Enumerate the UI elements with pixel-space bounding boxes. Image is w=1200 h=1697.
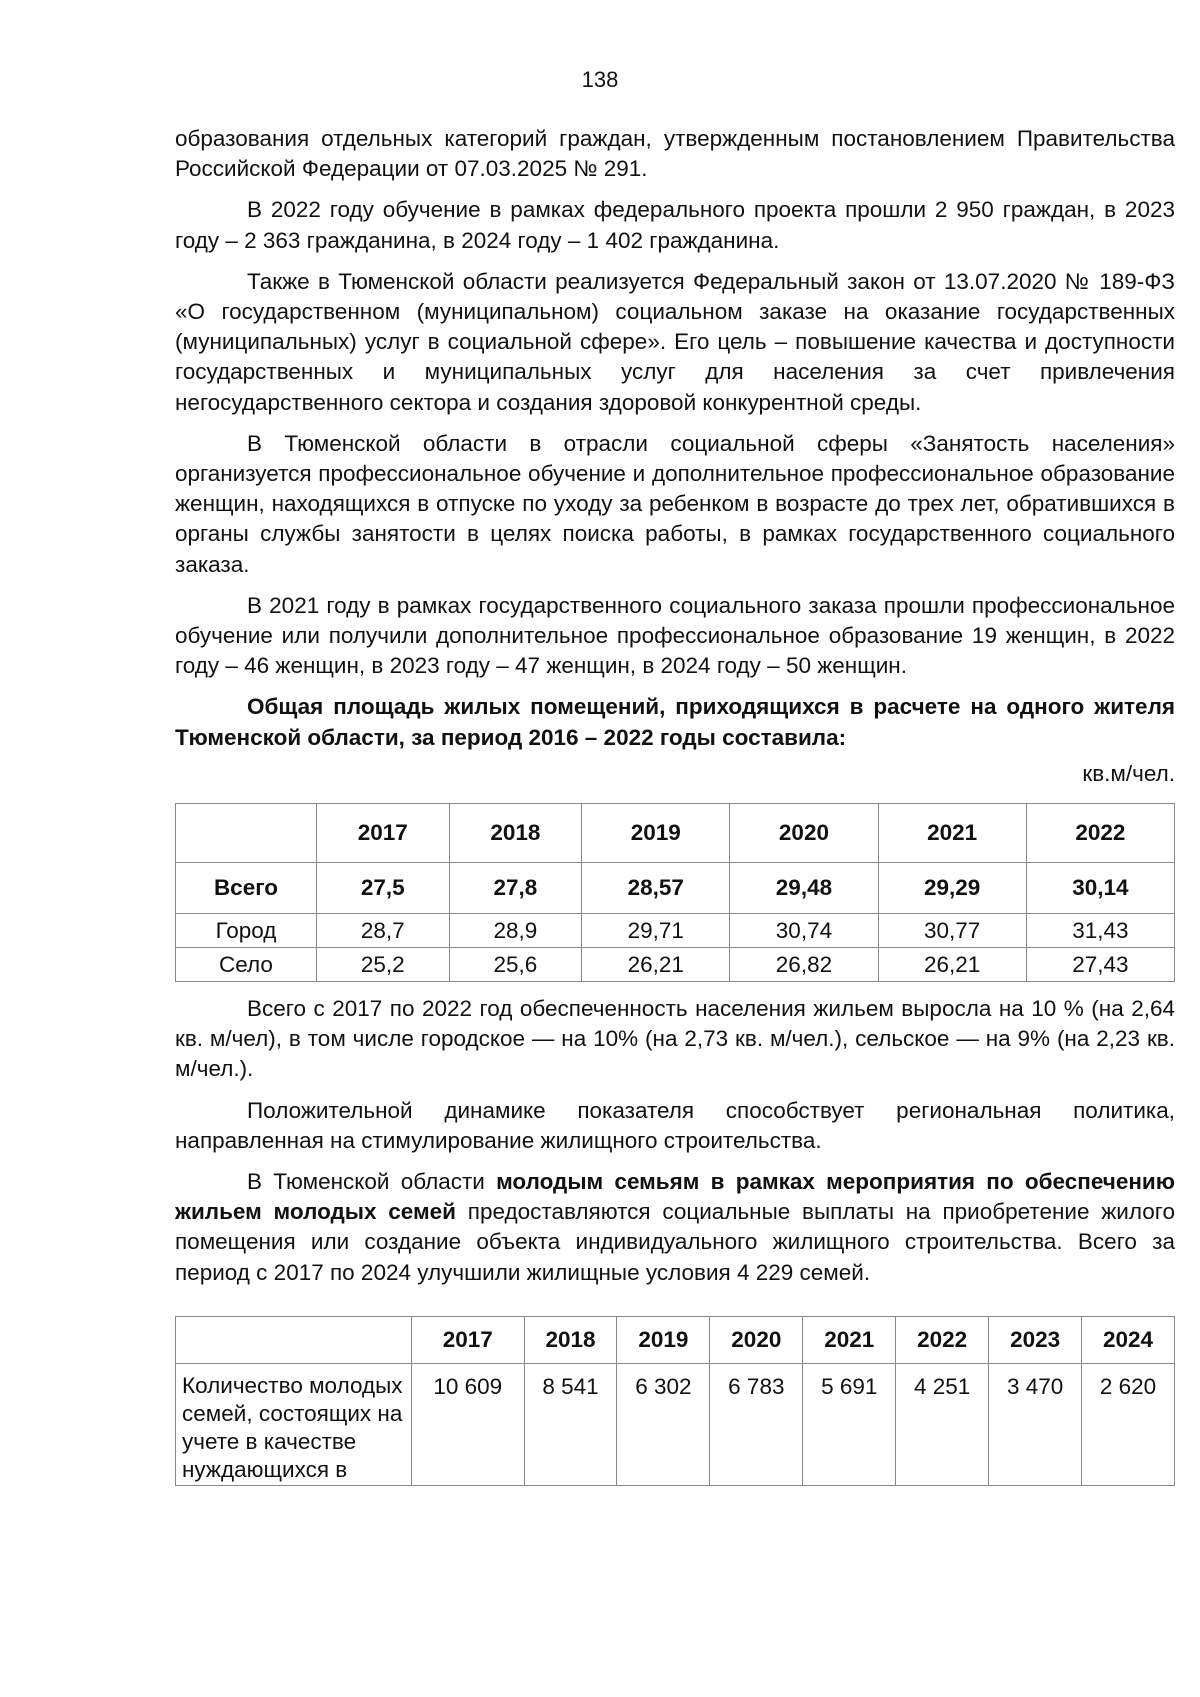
paragraph-8 [175, 1167, 1175, 1288]
unit-label: кв.м/чел. [1082, 760, 1175, 786]
table-cell: 25,2 [317, 948, 450, 982]
header-empty-cell [176, 804, 317, 863]
table-row-total [176, 863, 1175, 914]
year-header: 2017 [317, 804, 450, 863]
paragraph-3: Также в Тюменской области реализуется Федеральный закон от 13.07.2020 № 189-ФЗ «О государственном (муниципальном) социальном заказе на оказание государственных (муниципальных) услуг в социальной сфере». Его цель – повышение качества и доступности государственных и муниципальных услуг для населения за счет привлечения негосударственного сектора и создания здоровой конкурентной среды. [175, 268, 1175, 415]
paragraph-5: В 2021 году в рамках государственного социального заказа прошли профессиональное обучение или получили дополнительное профессиональное образование 19 женщин, в 2022 году – 46 женщин, в 2023 году – 47 женщин, в 2024 году – 50 женщин. [175, 592, 1175, 679]
year-header: 2022 [1026, 804, 1174, 863]
table-cell: 6 783 [710, 1363, 803, 1485]
paragraph-7: Положительной динамике показателя способствует региональная политика, направленная на стимулирование жилищного строительства. [175, 1097, 1175, 1153]
paragraph-1: образования отдельных категорий граждан, утвержденным постановлением Правительства Российской Федерации от 07.03.2025 № 291. [175, 126, 1175, 182]
table-cell: 5 691 [803, 1363, 896, 1485]
section-heading: Общая площадь жилых помещений, приходящихся в расчете на одного жителя Тюменской области, за период 2016 – 2022 годы составила: [175, 694, 1175, 750]
row-label: Всего [176, 863, 317, 914]
year-header: 2024 [1082, 1316, 1175, 1363]
year-header: 2018 [449, 804, 582, 863]
table-cell: 4 251 [896, 1363, 989, 1485]
table-cell: 31,43 [1026, 914, 1174, 948]
table-cell: 25,6 [449, 948, 582, 982]
table-row [176, 1363, 1175, 1485]
paragraph-8-end: предоставляются социальные выплаты на приобретение жилого помещения или создание объекта индивидуального жилищного строительства. Всего за период с 2017 по 2024 улучшили жилищные условия 4 229 семей. [175, 1199, 1175, 1285]
young-families-table [175, 1316, 1175, 1486]
table-cell: 30,77 [878, 914, 1026, 948]
year-header: 2023 [989, 1316, 1082, 1363]
row-label: Количество молодых семей, состоящих на учете в качестве нуждающихся в [176, 1363, 412, 1485]
header-empty-cell [176, 1316, 412, 1363]
paragraph-4: В Тюменской области в отрасли социальной сферы «Занятость населения» организуется профессиональное обучение и дополнительное профессиональное образование женщин, находящихся в отпуске по уходу за ребенком в возрасте до трех лет, обратившихся в органы службы занятости в целях поиска работы, в рамках государственного социального заказа. [175, 430, 1175, 577]
table-cell: 26,82 [730, 948, 878, 982]
table-cell: 6 302 [617, 1363, 710, 1485]
table-cell: 28,9 [449, 914, 582, 948]
table-row-village [176, 948, 1175, 982]
table-cell: 28,7 [317, 914, 450, 948]
page-number: 138 [581, 67, 619, 92]
table-row-city [176, 914, 1175, 948]
table-cell: 26,21 [582, 948, 730, 982]
table-header-row [176, 804, 1175, 863]
year-header: 2019 [617, 1316, 710, 1363]
paragraph-8-bold: молодым семьям в рамках мероприятия по обеспечению жильем молодых семей [175, 1169, 1175, 1225]
table-cell: 27,43 [1026, 948, 1174, 982]
paragraph-6: Всего с 2017 по 2022 год обеспеченность населения жильем выросла на 10 % (на 2,64 кв. м/чел), в том числе городское — на 10% (на 2,73 кв. м/чел.), сельское — на 9% (на 2,23 кв. м/чел.). [175, 996, 1175, 1082]
row-label: Город [176, 914, 317, 948]
year-header: 2019 [582, 804, 730, 863]
table-cell: 26,21 [878, 948, 1026, 982]
table-cell: 29,71 [582, 914, 730, 948]
paragraph-8-start: В Тюменской области [247, 1169, 497, 1195]
document-body [175, 124, 1175, 1486]
year-header: 2020 [710, 1316, 803, 1363]
table-header-row [176, 1316, 1175, 1363]
year-header: 2017 [412, 1316, 525, 1363]
table-cell: 29,29 [878, 863, 1026, 914]
year-header: 2021 [803, 1316, 896, 1363]
table-cell: 8 541 [524, 1363, 617, 1485]
row-label: Село [176, 948, 317, 982]
table-cell: 27,5 [317, 863, 450, 914]
living-space-table [175, 803, 1175, 982]
table-cell: 29,48 [730, 863, 878, 914]
year-header: 2018 [524, 1316, 617, 1363]
table-cell: 2 620 [1082, 1363, 1175, 1485]
table-cell: 30,14 [1026, 863, 1174, 914]
table-cell: 27,8 [449, 863, 582, 914]
table-cell: 30,74 [730, 914, 878, 948]
table-cell: 3 470 [989, 1363, 1082, 1485]
paragraph-2: В 2022 году обучение в рамках федерального проекта прошли 2 950 граждан, в 2023 году – 2 363 гражданина, в 2024 году – 1 402 гражданина. [175, 197, 1175, 253]
year-header: 2022 [896, 1316, 989, 1363]
year-header: 2020 [730, 804, 878, 863]
table-cell: 28,57 [582, 863, 730, 914]
year-header: 2021 [878, 804, 1026, 863]
table-cell: 10 609 [412, 1363, 525, 1485]
